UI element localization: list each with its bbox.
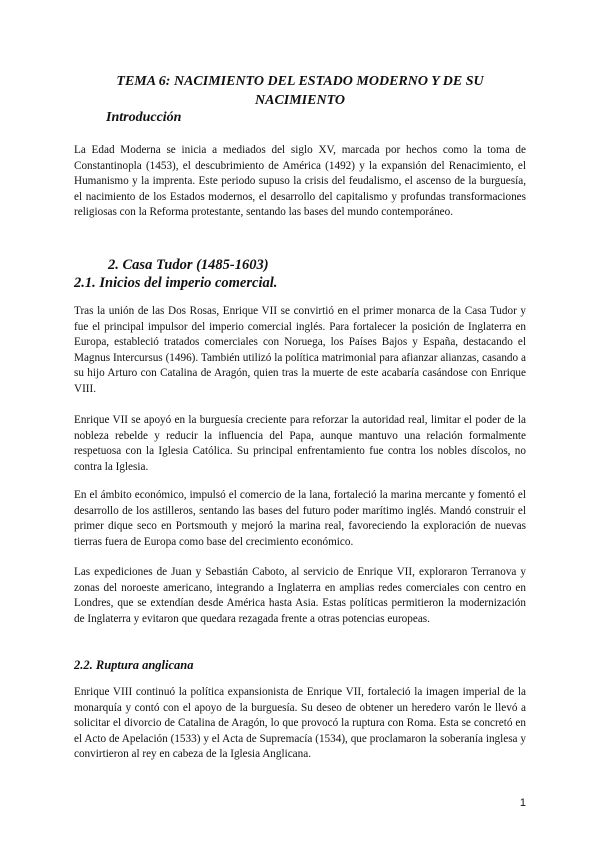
page-number: 1 — [519, 797, 526, 809]
section-2-2-heading: 2.2. Ruptura anglicana — [74, 658, 194, 672]
section-2-heading: 2. Casa Tudor (1485-1603) — [108, 257, 269, 273]
section-2-1-paragraph-1: Tras la unión de las Dos Rosas, Enrique VII se convirtió en el primer monarca de la Casa Tudor y fue el principal impulsor del imperio comercial inglés. Para fortalecer la posición de Inglaterra en Europa, estableció tratados comerciales con Noruega, los Países Bajos y España, destacando el Magnus Intercursus (1496). También utilizó la política matrimonial para afianzar alianzas, casando a su hijo Arturo con Catalina de Aragón, quien tras la muerte de este acabaría casándose con Enrique VIII. — [74, 305, 526, 395]
document-title: TEMA 6: NACIMIENTO DEL ESTADO MODERNO Y DE SU NACIMIENTO — [116, 74, 484, 108]
section-2-2-paragraph: Enrique VIII continuó la política expansionista de Enrique VII, fortaleció la imagen imperial de la monarquía y contó con el apoyo de la burguesía. Su deseo de obtener un heredero varón le llevó a solicitar el divorcio de Catalina de Aragón, lo que provocó la ruptura con Roma. Esta se concretó en el Acto de Apelación (1533) y el Acta de Supremacía (1534), que proclamaron la soberanía inglesa y convirtieron al rey en cabeza de la Iglesia Anglicana. — [74, 686, 526, 761]
intro-heading: Introducción — [106, 110, 182, 125]
section-2-1-heading: 2.1. Inicios del imperio comercial. — [74, 275, 278, 291]
section-2-1-paragraph-4: Las expediciones de Juan y Sebastián Caboto, al servicio de Enrique VII, exploraron Terranova y zonas del noroeste americano, integrando a Inglaterra en amplias redes comerciales con centro en Londres, que se extendían desde América hasta Asia. Estas políticas permitieron la modernización de Inglaterra y evitaron que quedara rezagada frente a otras potencias europeas. — [74, 566, 526, 625]
section-2-1-paragraph-2: Enrique VII se apoyó en la burguesía creciente para reforzar la autoridad real, limitar el poder de la nobleza rebelde y reducir la influencia del Papa, aunque mantuvo una relación formalmente respetuosa con la Iglesia Católica. Su principal enfrentamiento fue contra los nobles díscolos, no contra la Iglesia. — [74, 414, 526, 473]
section-2-1-paragraph-3: En el ámbito económico, impulsó el comercio de la lana, fortaleció la marina mercante y fomentó el desarrollo de los astilleros, sentando las bases del futuro poder marítimo inglés. Mandó construir el primer dique seco en Portsmouth y mejoró la marina real, favoreciendo la exploración de nuevas tierras fuera de Europa como base del crecimiento económico. — [74, 489, 526, 548]
intro-paragraph: La Edad Moderna se inicia a mediados del siglo XV, marcada por hechos como la toma de Constantinopla (1453), el descubrimiento de América (1492) y la expansión del Renacimiento, el Humanismo y la imprenta. Este periodo supuso la crisis del feudalismo, el ascenso de la burguesía, el nacimiento de los Estados modernos, el desarrollo del capitalismo y profundas transformaciones religiosas con la Reforma protestante, sentando las bases del mundo contemporáneo. — [74, 144, 526, 219]
